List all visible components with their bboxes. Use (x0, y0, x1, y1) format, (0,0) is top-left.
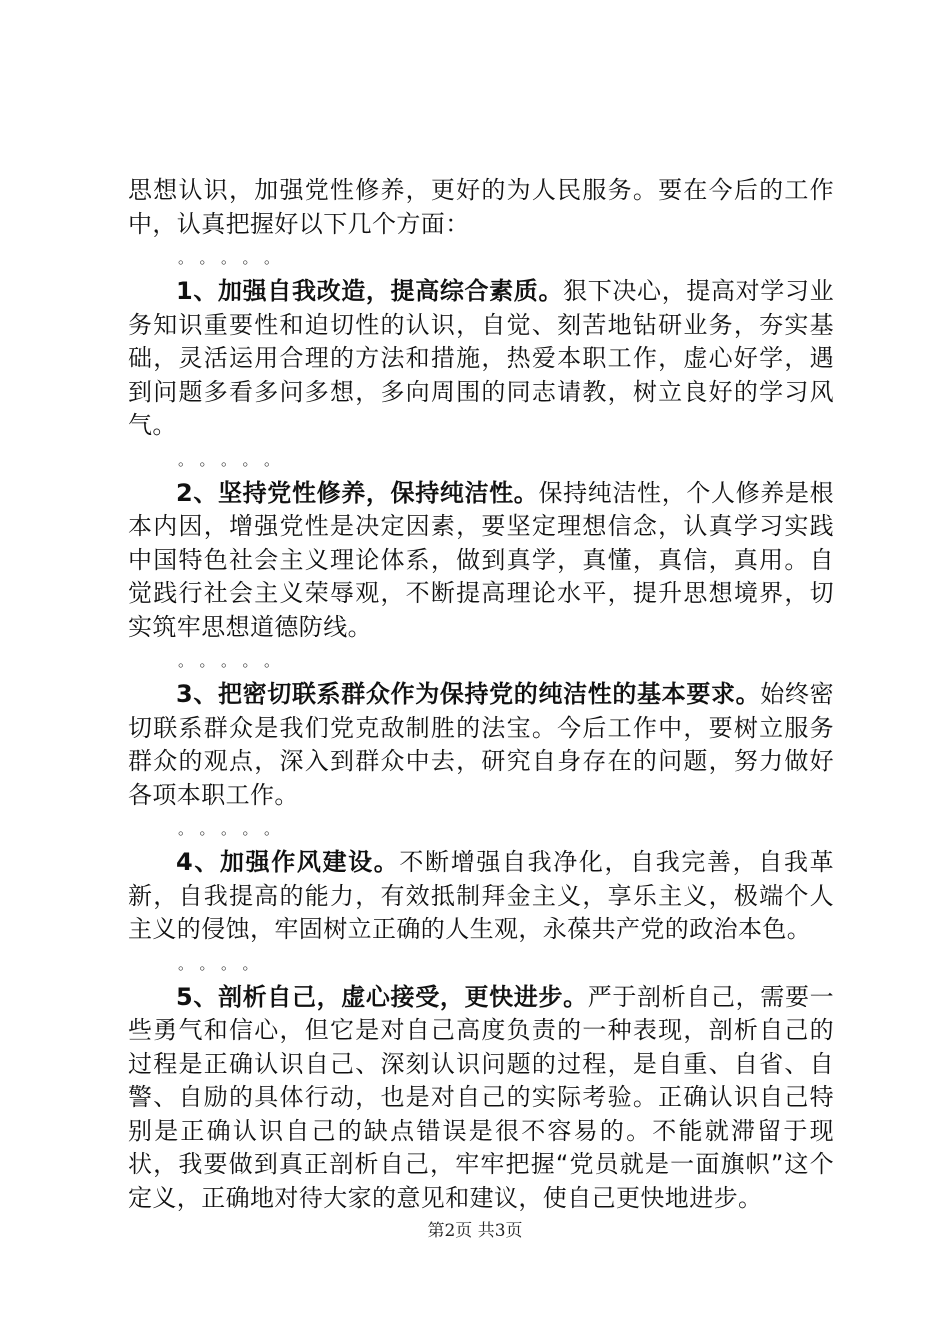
page-footer: 第2页 共3页 (427, 1221, 523, 1241)
intro-paragraph: 思想认识，加强党性修养，更好的为人民服务。要在今后的工作中，认真把握好以下几个方面： (128, 176, 834, 238)
section-paragraph (128, 678, 834, 812)
section-heading: 4、加强作风建设。 (176, 848, 400, 876)
section-body: 严于剖析自己，需要一些勇气和信心，但它是对自己高度负责的一种表现，剖析自己的过程是正确认识自己、深刻认识问题的过程，是自重、自省、自警、自励的具体行动，也是对自己的实际考验。正确认识自己特别是正确认识自己的缺点错误是很不容易的。不能就滞留于现状，我要做到真正剖析自己，牢牢把握“党员就是一面旗帜”这个定义，正确地对待大家的意见和建议，使自己更快地进步。 (128, 982, 834, 1212)
circle-marks: 。。。。。 (178, 652, 294, 670)
circle-marks: 。。。。。 (178, 820, 294, 838)
section-paragraph (128, 275, 834, 443)
section-heading: 3、把密切联系群众作为保持党的纯洁性的基本要求。 (176, 680, 761, 708)
section-body: 保持纯洁性，个人修养是根本内因，增强党性是决定因素，要坚定理想信念，认真学习实践中国特色社会主义理论体系，做到真学，真懂，真信，真用。自觉践行社会主义荣辱观，不断提高理论水平，提升思想境界，切实筑牢思想道德防线。 (128, 478, 834, 641)
section-heading: 2、坚持党性修养，保持纯洁性。 (176, 478, 539, 507)
section-body: 狠下决心，提高对学习业务知识重要性和迫切性的认识，自觉、刻苦地钻研业务，夯实基础，灵活运用合理的方法和措施，热爱本职工作，虚心好学，遇到问题多看多问多想，多向周围的同志请教，树立良好的学习风气。 (128, 277, 834, 439)
document-body (128, 174, 834, 1215)
circle-marks: 。。。。。 (178, 450, 294, 469)
section-paragraph (128, 981, 834, 1216)
section-heading: 1、加强自我改造，提高综合素质。 (176, 277, 564, 305)
circle-marks: 。。。。 (178, 954, 272, 973)
section-body: 始终密切联系群众是我们党克敌制胜的法宝。今后工作中，要树立服务群众的观点，深入到群众中去，研究自身存在的问题，努力做好各项本职工作。 (128, 680, 834, 809)
section-paragraph (128, 846, 834, 947)
section-body: 不断增强自我净化，自我完善，自我革新，自我提高的能力，有效抵制拜金主义，享乐主义，极端个人主义的侵蚀，牢固树立正确的人生观，永葆共产党的政治本色。 (128, 848, 834, 943)
section-paragraph (128, 477, 834, 645)
section-heading: 5、剖析自己，虚心接受，更快进步。 (176, 982, 588, 1011)
circle-marks: 。。。。。 (178, 249, 294, 267)
